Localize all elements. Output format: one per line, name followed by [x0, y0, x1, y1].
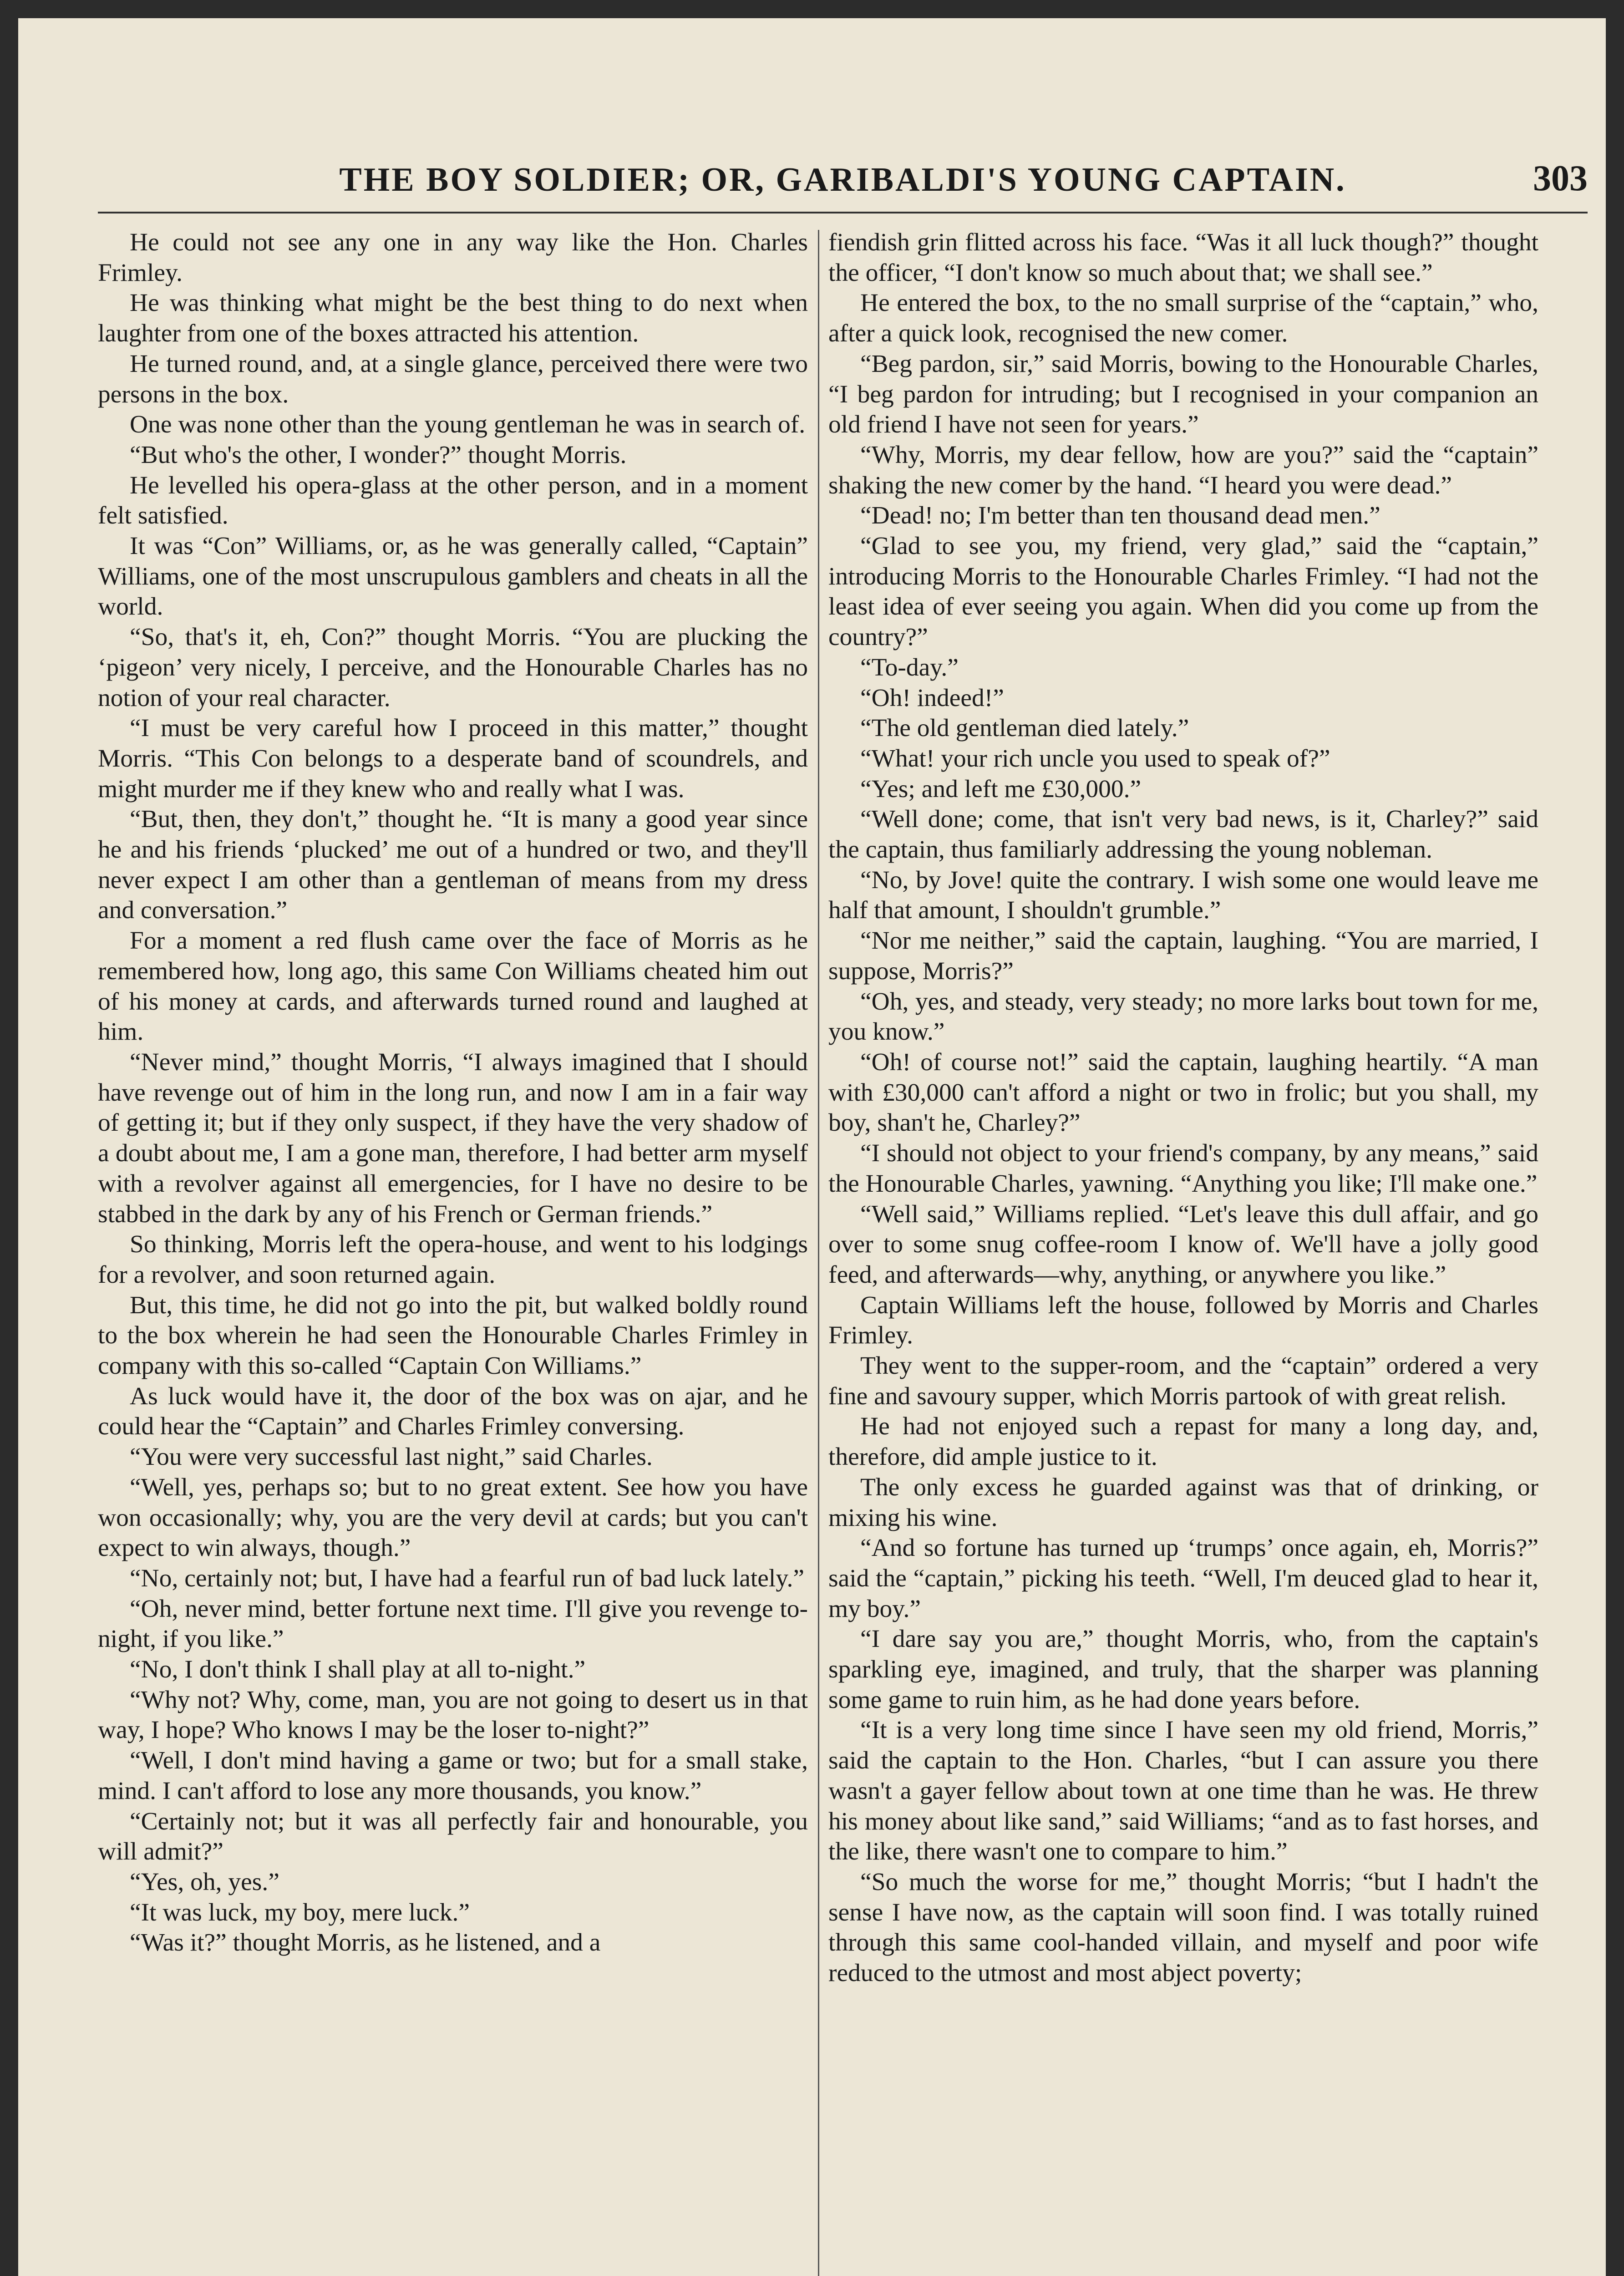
paragraph: “Nor me neither,” said the captain, laughing. “You are married, I suppose, Morris?” — [828, 927, 1538, 985]
paragraph: “But, then, they don't,” thought he. “It is many a good year since he and his friends ‘plucked’ me out of a hundred or two, and they'll never expect I am other than a gentleman of means from my dress and conversation.” — [98, 805, 808, 925]
paragraph: “Oh! of course not!” said the captain, laughing heartily. “A man with £30,000 can't afford a night or two in frolic; but you shall, my boy, shan't he, Charley?” — [828, 1048, 1538, 1137]
paragraph: “It is a very long time since I have seen my old friend, Morris,” said the captain to the Hon. Charles, “but I can assure you there wasn't a gayer fellow about town at one time than he was. He threw his money about like sand,” said Williams; “and as to fast horses, and the like, there wasn't one to compare to him.” — [828, 1716, 1538, 1866]
paragraph: “Well, I don't mind having a game or two; but for a small stake, mind. I can't afford to lose any more thousands, you know.” — [98, 1747, 808, 1805]
paragraph: “Oh! indeed!” — [860, 684, 1004, 712]
paragraph: He levelled his opera-glass at the other person, and in a moment felt satisfied. — [98, 471, 808, 530]
paragraph: “Well said,” Williams replied. “Let's leave this dull affair, and go over to some snug coffee-room I know of. We'll have a jolly good feed, and afterwards—why, anything, or anywhere you like.” — [828, 1200, 1538, 1289]
paragraph: “Dead! no; I'm better than ten thousand dead men.” — [860, 502, 1380, 530]
paragraph: “It was luck, my boy, mere luck.” — [130, 1898, 470, 1926]
page-number: 303 — [1533, 158, 1588, 198]
paragraph: “So much the worse for me,” thought Morris; “but I hadn't the sense I have now, as the captain will soon find. I was totally ruined through this same cool-handed villain, and myself and poor wife reduced to the utmost and most abject poverty; — [828, 1868, 1538, 1987]
left-column — [98, 228, 808, 2276]
paragraph: “You were very successful last night,” said Charles. — [130, 1443, 653, 1471]
paragraph: “Glad to see you, my friend, very glad,” said the “captain,” introducing Morris to the Honourable Charles Frimley. “I had not the least idea of ever seeing you again. When did you come up from the country?” — [828, 532, 1538, 651]
paragraph: “To-day.” — [860, 653, 959, 681]
page-sheet — [18, 18, 1606, 2276]
paragraph: So thinking, Morris left the opera-house, and went to his lodgings for a revolver, and soon returned again. — [98, 1230, 808, 1289]
continued-paragraph: fiendish grin flitted across his face. “Was it all luck though?” thought the officer, “I don't know so much about that; we shall see.” — [828, 229, 1538, 287]
paragraph: “Why, Morris, my dear fellow, how are you?” said the “captain” shaking the new comer by the hand. “I heard you were dead.” — [828, 441, 1538, 499]
paragraph: “I must be very careful how I proceed in this matter,” thought Morris. “This Con belongs to a desperate band of scoundrels, and might murder me if they knew who and really what I was. — [98, 714, 808, 803]
paragraph: “No, I don't think I shall play at all to-night.” — [130, 1656, 586, 1684]
paragraph: One was none other than the young gentleman he was in search of. — [130, 411, 806, 439]
paragraph: He could not see any one in any way like the Hon. Charles Frimley. — [98, 229, 808, 287]
paragraph: “Yes; and left me £30,000.” — [860, 775, 1142, 803]
paragraph: But, this time, he did not go into the pit, but walked boldly round to the box wherein he had seen the Honourable Charles Frimley in company with this so-called “Captain Con Williams.” — [98, 1291, 808, 1380]
paragraph: He was thinking what might be the best thing to do next when laughter from one of the boxes attracted his attention. — [98, 289, 808, 348]
paragraph: “And so fortune has turned up ‘trumps’ once again, eh, Morris?” said the “captain,” picking his teeth. “Well, I'm deuced glad to hear it, my boy.” — [828, 1534, 1538, 1623]
paragraph: Captain Williams left the house, followed by Morris and Charles Frimley. — [828, 1291, 1538, 1350]
paragraph: “So, that's it, eh, Con?” thought Morris. “You are plucking the ‘pigeon’ very nicely, I perceive, and the Honourable Charles has no notion of your real character. — [98, 623, 808, 712]
paragraph: “No, by Jove! quite the contrary. I wish some one would leave me half that amount, I shouldn't grumble.” — [828, 866, 1538, 925]
paragraph: The only excess he guarded against was that of drinking, or mixing his wine. — [828, 1473, 1538, 1532]
running-title: THE BOY SOLDIER; OR, GARIBALDI'S YOUNG CAPTAIN. — [339, 161, 1346, 198]
column-divider — [818, 230, 819, 2276]
paragraph: “Well done; come, that isn't very bad news, is it, Charley?” said the captain, thus familiarly addressing the young nobleman. — [828, 805, 1538, 864]
paragraph: “The old gentleman died lately.” — [860, 714, 1189, 742]
paragraph: “Was it?” thought Morris, as he listened, and a — [130, 1929, 601, 1957]
paragraph: They went to the supper-room, and the “captain” ordered a very fine and savoury supper, which Morris partook of with great relish. — [828, 1352, 1538, 1410]
paragraph: “I should not object to your friend's company, by any means,” said the Honourable Charles, yawning. “Anything you like; I'll make one.” — [828, 1139, 1538, 1198]
right-column — [828, 228, 1538, 2276]
paragraph: “Well, yes, perhaps so; but to no great extent. See how you have won occasionally; why, you are the very devil at cards; but you can't expect to win always, though.” — [98, 1473, 808, 1562]
paragraph: “Why not? Why, come, man, you are not going to desert us in that way, I hope? Who knows I may be the loser to-night?” — [98, 1686, 808, 1744]
paragraph: “I dare say you are,” thought Morris, who, from the captain's sparkling eye, imagined, and truly, that the sharper was planning some game to ruin him, as he had done years before. — [828, 1625, 1538, 1714]
page-header — [98, 148, 1588, 213]
paragraph: “No, certainly not; but, I have had a fearful run of bad luck lately.” — [130, 1564, 804, 1592]
paragraph: “But who's the other, I wonder?” thought Morris. — [130, 441, 627, 469]
paragraph: “What! your rich uncle you used to speak of?” — [860, 744, 1330, 772]
paragraph: “Certainly not; but it was all perfectly fair and honourable, you will admit?” — [98, 1807, 808, 1866]
paragraph: It was “Con” Williams, or, as he was generally called, “Captain” Williams, one of the most unscrupulous gamblers and cheats in all the world. — [98, 532, 808, 621]
paragraph: “Oh, never mind, better fortune next time. I'll give you revenge to-night, if you like.” — [98, 1595, 808, 1653]
paragraph: He turned round, and, at a single glance, perceived there were two persons in the box. — [98, 350, 808, 408]
paragraph: “Never mind,” thought Morris, “I always imagined that I should have revenge out of him in the long run, and now I am in a fair way of getting it; but if they only suspect, if they have the very shadow of a doubt about me, I am a gone man, therefore, I had better arm myself with a revolver against all emergencies, for I have no desire to be stabbed in the dark by any of his French or German friends.” — [98, 1048, 808, 1228]
paragraph: He had not enjoyed such a repast for many a long day, and, therefore, did ample justice to it. — [828, 1412, 1538, 1471]
paragraph: For a moment a red flush came over the face of Morris as he remembered how, long ago, this same Con Williams cheated him out of his money at cards, and afterwards turned round and laughed at him. — [98, 927, 808, 1046]
paragraph: As luck would have it, the door of the box was on ajar, and he could hear the “Captain” and Charles Frimley conversing. — [98, 1382, 808, 1441]
paragraph: “Yes, oh, yes.” — [130, 1868, 279, 1896]
paragraph: “Beg pardon, sir,” said Morris, bowing to the Honourable Charles, “I beg pardon for intruding; but I recognised in your companion an old friend I have not seen for years.” — [828, 350, 1538, 439]
paragraph: “Oh, yes, and steady, very steady; no more larks bout town for me, you know.” — [828, 987, 1538, 1046]
paragraph: He entered the box, to the no small surprise of the “captain,” who, after a quick look, recognised the new comer. — [828, 289, 1538, 348]
